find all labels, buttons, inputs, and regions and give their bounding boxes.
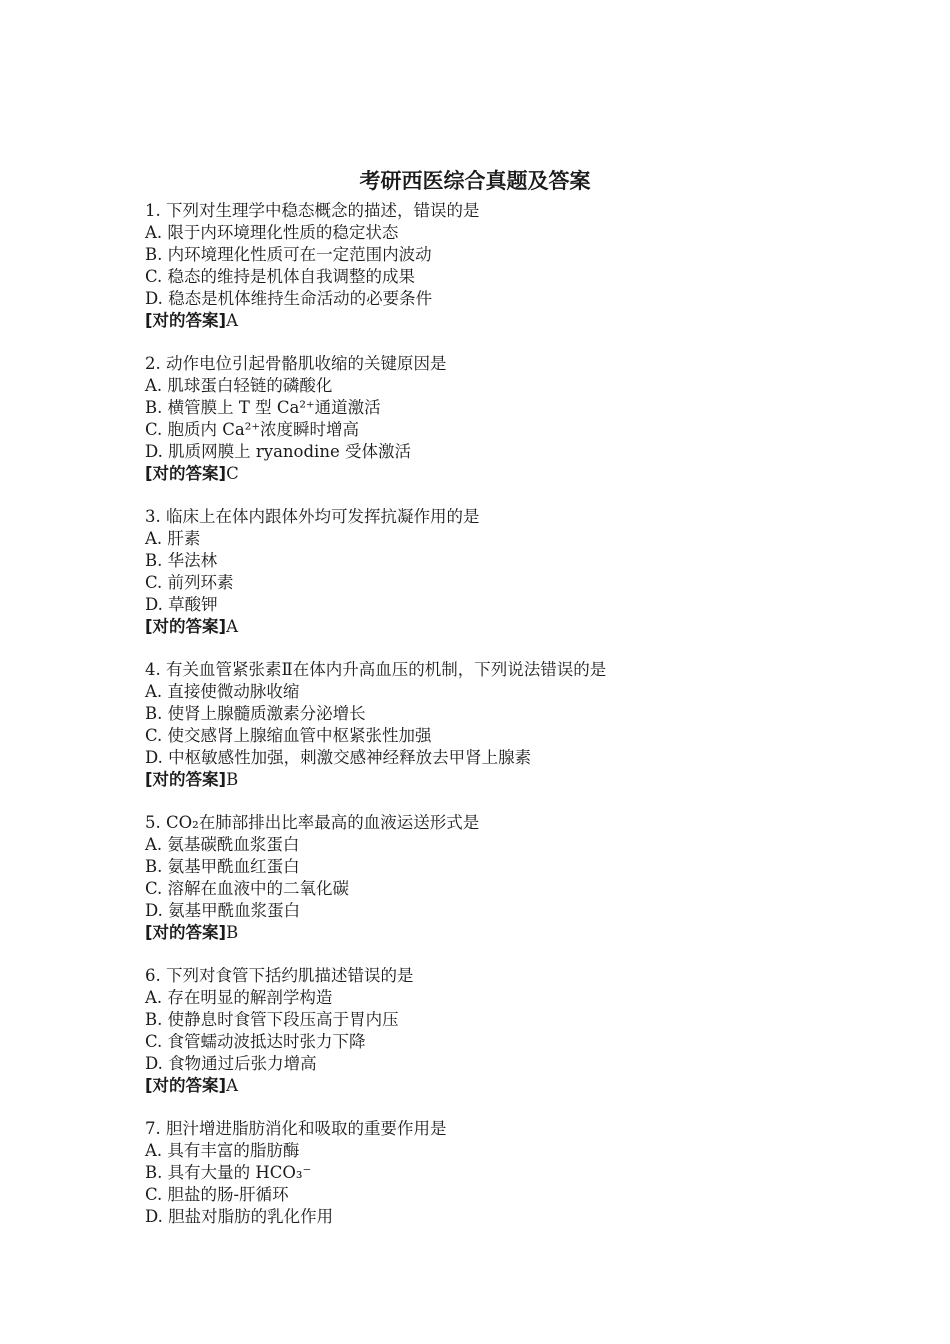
answer-value: A: [226, 1076, 239, 1095]
option-d: D. 草酸钾: [145, 595, 218, 614]
option-c: C. 胞质内 Ca²⁺浓度瞬时增高: [145, 420, 360, 439]
answer-value: C: [226, 464, 239, 483]
question-item: [145, 659, 845, 791]
option-c: C. 使交感肾上腺缩血管中枢紧张性加强: [145, 726, 432, 745]
answer-label: [对的答案]: [145, 464, 227, 483]
option-b: B. 使静息时食管下段压高于胃内压: [145, 1010, 399, 1029]
answer-line: [145, 310, 845, 332]
question-stem: 4. 有关血管紧张素Ⅱ在体内升高血压的机制，下列说法错误的是: [145, 660, 607, 679]
option-c: C. 食管蠕动波抵达时张力下降: [145, 1032, 366, 1051]
question-item: [145, 1118, 845, 1228]
option-d: D. 中枢敏感性加强，刺激交感神经释放去甲肾上腺素: [145, 748, 532, 767]
option-a: A. 肝素: [145, 529, 201, 548]
answer-value: A: [226, 311, 239, 330]
option-a: A. 肌球蛋白轻链的磷酸化: [145, 376, 333, 395]
answer-line: [145, 769, 845, 791]
answer-line: [145, 922, 845, 944]
option-c: C. 胆盐的肠-肝循环: [145, 1185, 289, 1204]
option-b: B. 氨基甲酰血红蛋白: [145, 857, 300, 876]
answer-line: [145, 463, 845, 485]
option-a: A. 具有丰富的脂肪酶: [145, 1141, 300, 1160]
question-item: [145, 965, 845, 1097]
option-b: B. 内环境理化性质可在一定范围内波动: [145, 245, 432, 264]
option-d: D. 氨基甲酰血浆蛋白: [145, 901, 301, 920]
option-a: A. 限于内环境理化性质的稳定状态: [145, 223, 399, 242]
option-d: D. 食物通过后张力增高: [145, 1054, 317, 1073]
option-c: C. 前列环素: [145, 573, 234, 592]
answer-label: [对的答案]: [145, 617, 227, 636]
answer-label: [对的答案]: [145, 311, 227, 330]
question-stem: 3. 临床上在体内跟体外均可发挥抗凝作用的是: [145, 507, 480, 526]
question-stem: 5. CO₂在肺部排出比率最高的血液运送形式是: [145, 813, 480, 832]
option-b: B. 具有大量的 HCO₃⁻: [145, 1163, 312, 1182]
question-stem: 1. 下列对生理学中稳态概念的描述，错误的是: [145, 201, 480, 220]
answer-line: [145, 1075, 845, 1097]
question-stem: 7. 胆汁增进脂肪消化和吸取的重要作用是: [145, 1119, 447, 1138]
option-b: B. 华法林: [145, 551, 218, 570]
option-a: A. 存在明显的解剖学构造: [145, 988, 333, 1007]
question-item: [145, 353, 845, 485]
document-page: [145, 166, 845, 1249]
option-c: C. 溶解在血液中的二氧化碳: [145, 879, 350, 898]
answer-value: A: [226, 617, 239, 636]
answer-label: [对的答案]: [145, 770, 227, 789]
question-stem: 2. 动作电位引起骨骼肌收缩的关键原因是: [145, 354, 447, 373]
question-stem: 6. 下列对食管下括约肌描述错误的是: [145, 966, 414, 985]
answer-line: [145, 616, 845, 638]
answer-label: [对的答案]: [145, 923, 227, 942]
option-d: D. 稳态是机体维持生命活动的必要条件: [145, 289, 433, 308]
question-item: [145, 506, 845, 638]
question-item: [145, 812, 845, 944]
option-c: C. 稳态的维持是机体自我调整的成果: [145, 267, 416, 286]
document-title: 考研西医综合真题及答案: [359, 169, 591, 193]
option-b: B. 横管膜上 T 型 Ca²⁺通道激活: [145, 398, 381, 417]
option-a: A. 直接使微动脉收缩: [145, 682, 300, 701]
question-item: [145, 200, 845, 332]
answer-value: B: [226, 770, 239, 789]
option-d: D. 胆盐对脂肪的乳化作用: [145, 1207, 334, 1226]
answer-value: B: [226, 923, 239, 942]
answer-label: [对的答案]: [145, 1076, 227, 1095]
option-a: A. 氨基碳酰血浆蛋白: [145, 835, 300, 854]
option-d: D. 肌质网膜上 ryanodine 受体激活: [145, 442, 411, 461]
option-b: B. 使肾上腺髓质激素分泌增长: [145, 704, 366, 723]
